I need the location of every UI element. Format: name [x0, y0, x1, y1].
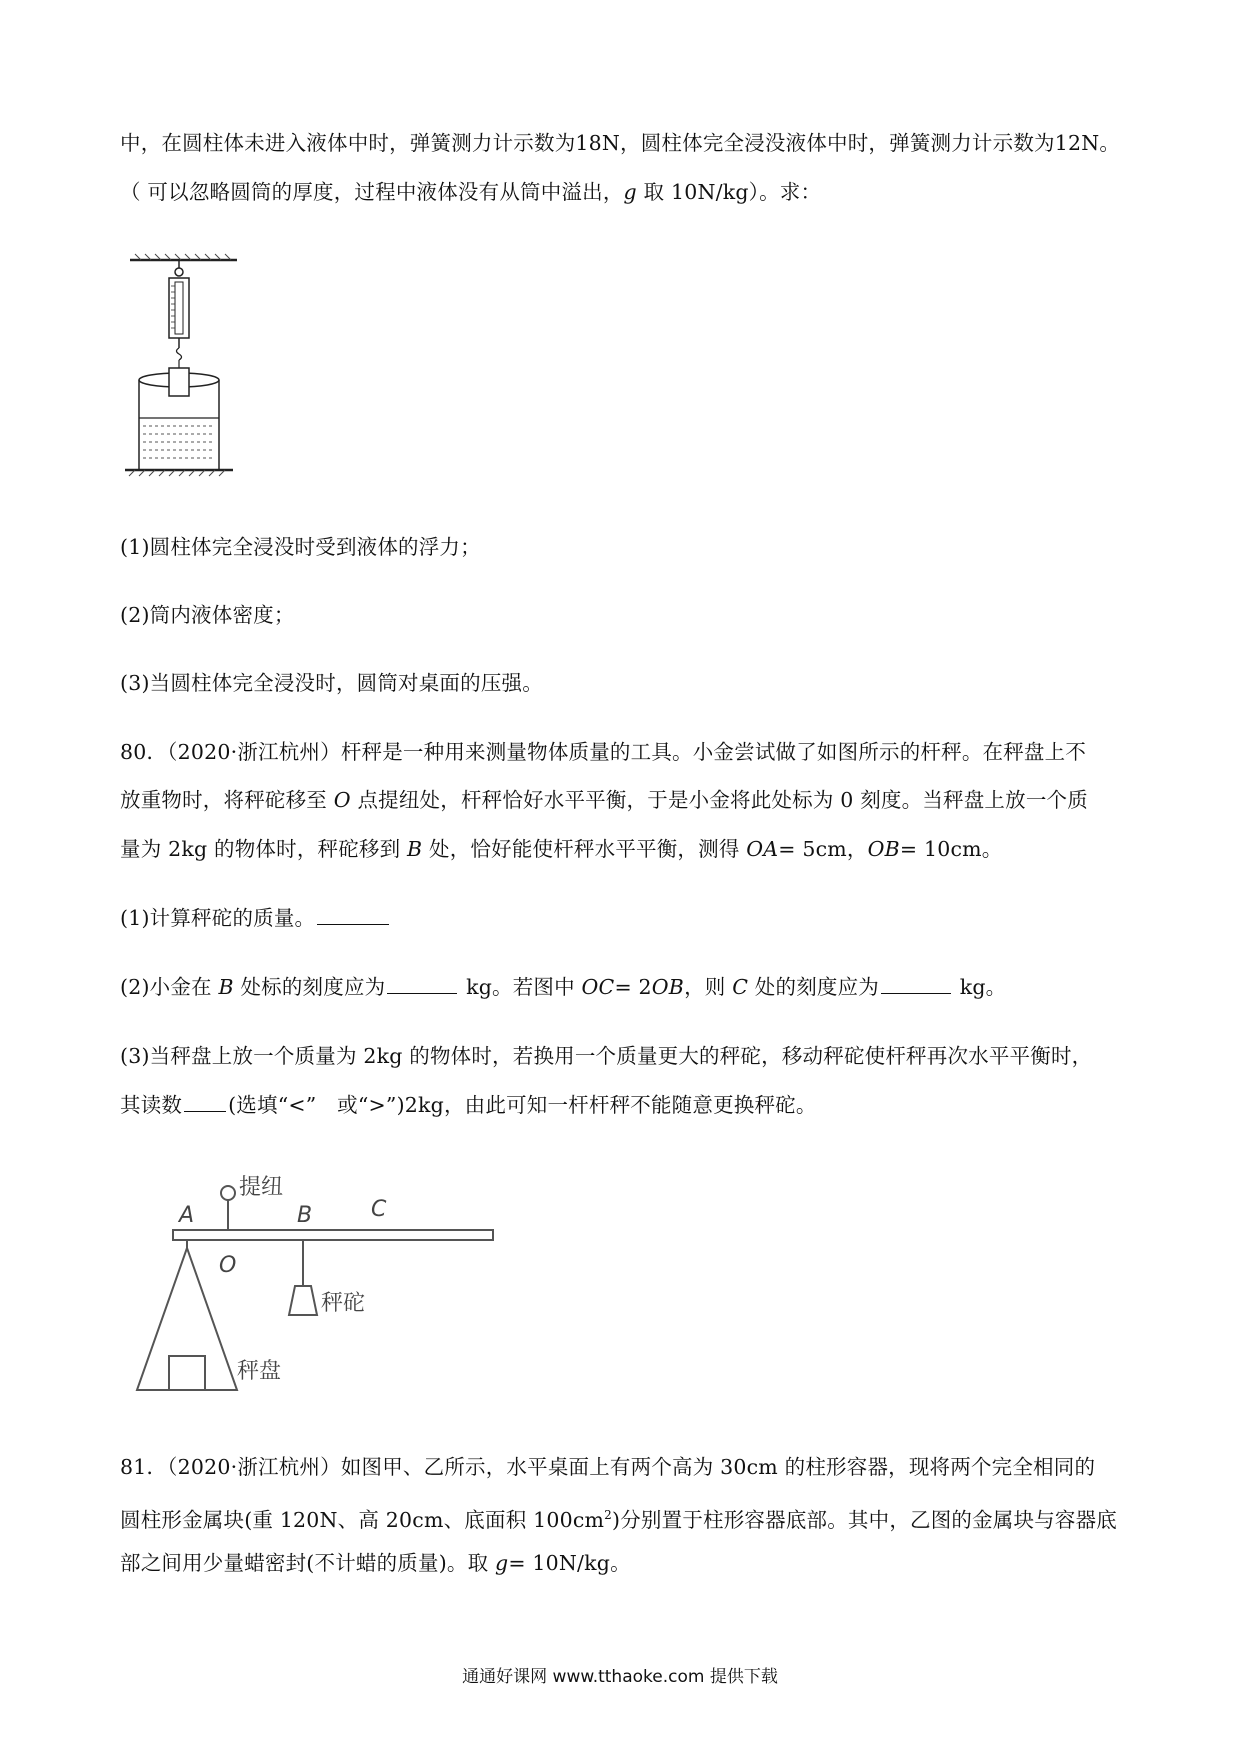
label-C: C: [371, 1197, 387, 1222]
steelyard-figure: [125, 1160, 505, 1405]
intro-line-1: 中，在圆柱体未进入液体中时，弹簧测力计示数为18N，圆柱体完全浸没液体中时，弹簧测力计示数为12N。: [120, 131, 1121, 155]
label-chengpan: 秤盘: [237, 1359, 282, 1384]
q81-line-1: 81．（2020·浙江杭州）如图甲、乙所示，水平桌面上有两个高为 30cm 的柱形容器，现将两个完全相同的: [120, 1455, 1096, 1479]
answer-blank[interactable]: [317, 904, 389, 925]
spring-scale-figure: [125, 252, 245, 480]
label-A: A: [179, 1203, 195, 1228]
answer-blank[interactable]: [184, 1091, 226, 1112]
q80-part-3-line-1: (3)当秤盘上放一个质量为 2kg 的物体时，若换用一个质量更大的秤砣，移动秤砣使杆秤再次水平平衡时，: [120, 1044, 1093, 1068]
answer-blank[interactable]: [387, 973, 457, 994]
q79-part-3: (3)当圆柱体完全浸没时，圆筒对桌面的压强。: [120, 671, 543, 695]
label-chengtuo: 秤砣: [321, 1291, 366, 1316]
q79-part-2: (2)筒内液体密度；: [120, 603, 295, 627]
answer-blank[interactable]: [881, 973, 951, 994]
intro-line-2: （ 可以忽略圆筒的厚度，过程中液体没有从筒中溢出，g 取 10N/kg）。求：: [120, 180, 822, 204]
q81-line-3: 部之间用少量蜡密封(不计蜡的质量)。取 g= 10N/kg。: [120, 1551, 631, 1575]
page-footer: 通通好课网 www.tthaoke.com 提供下载: [462, 1667, 778, 1687]
q80-part-2: (2)小金在 B 处标的刻度应为 kg。若图中 OC= 2OB，则 C 处的刻度应为 kg。: [120, 975, 1007, 999]
q80-line-1: 80．（2020·浙江杭州）杆秤是一种用来测量物体质量的工具。小金尝试做了如图所示的杆秤。在秤盘上不: [120, 740, 1087, 764]
q80-part-1: (1)计算秤砣的质量。: [120, 903, 391, 933]
q79-part-1: (1)圆柱体完全浸没时受到液体的浮力；: [120, 535, 481, 559]
label-B: B: [297, 1203, 313, 1228]
label-tizu: 提纽: [239, 1175, 284, 1200]
q81-line-2: 圆柱形金属块(重 120N、高 20cm、底面积 $100cm^2$)分别置于柱形容器底部。其中，乙图的金属块与容器底: [120, 1507, 1118, 1532]
q80-part-3-line-2: 其读数 (选填“<” 或“>”)2kg，由此可知一杆杆秤不能随意更换秤砣。: [120, 1093, 817, 1117]
label-O: O: [219, 1253, 237, 1278]
q80-line-3: 量为 2kg 的物体时，秤砣移到 B 处，恰好能使杆秤水平平衡，测得 OA= 5cm，OB= 10cm。: [120, 837, 1003, 861]
q80-line-2: 放重物时，将秤砣移至 O 点提纽处，杆秤恰好水平平衡，于是小金将此处标为 0 刻度。当秤盘上放一个质: [120, 788, 1088, 812]
